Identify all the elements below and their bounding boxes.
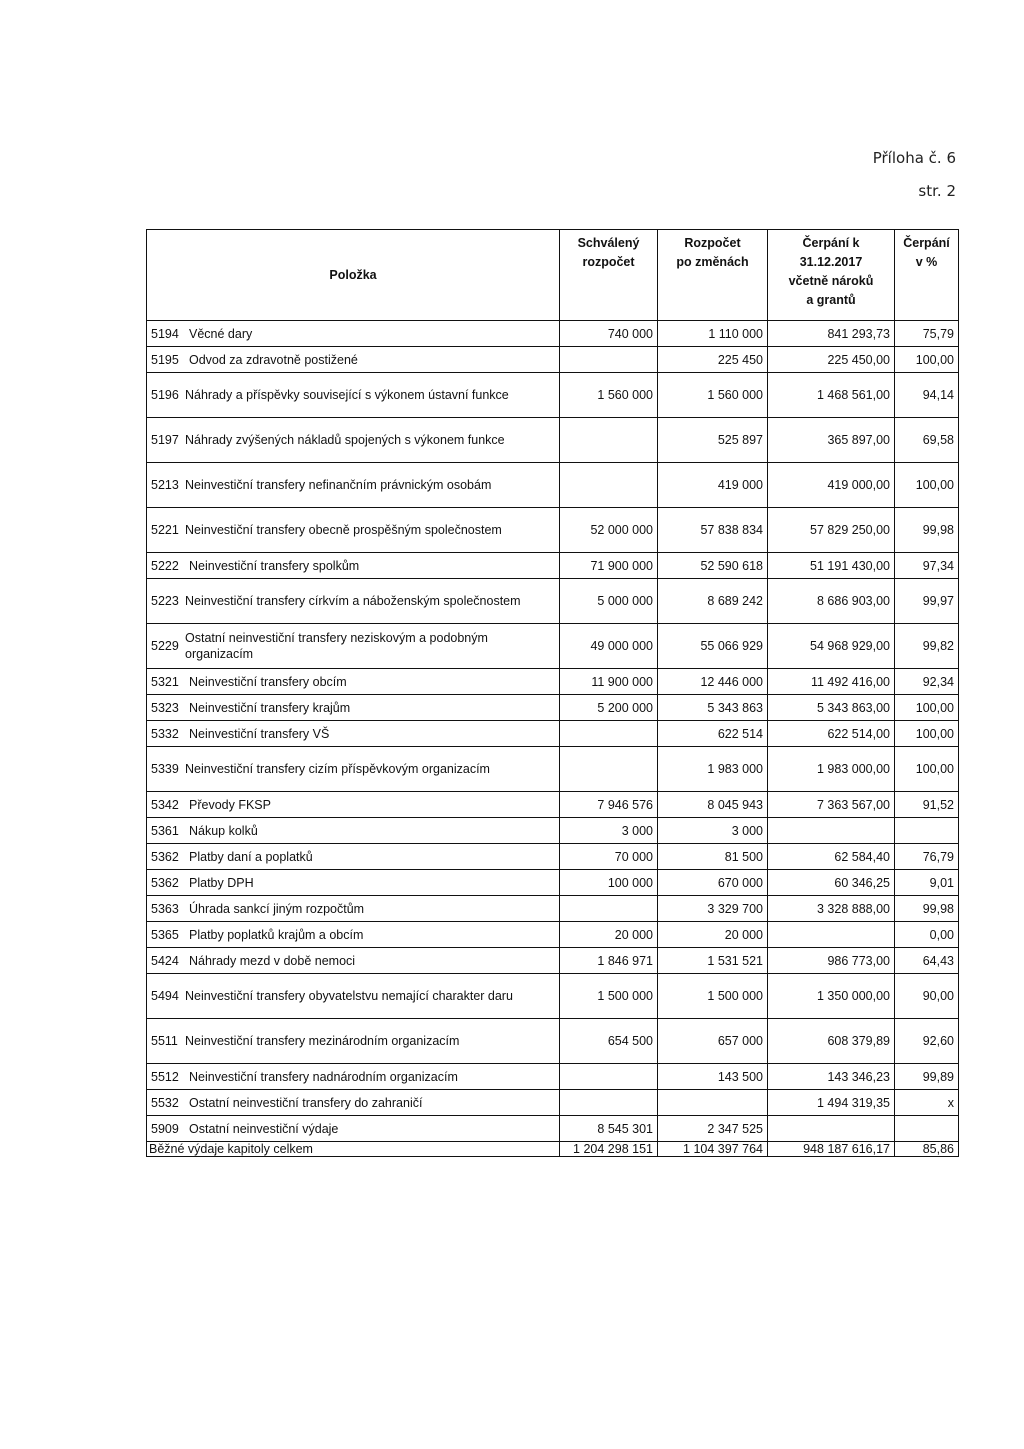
header-drawn-percent: Čerpání v %: [895, 230, 959, 321]
drawn-percent-cell: 92,34: [895, 669, 959, 695]
drawn-cell: 622 514,00: [768, 721, 895, 747]
table-row: [147, 321, 959, 347]
table-body: [147, 321, 959, 1142]
drawn-percent-cell: 97,34: [895, 553, 959, 579]
drawn-cell: 143 346,23: [768, 1064, 895, 1090]
budget-after-changes-cell: 8 689 242: [658, 579, 768, 624]
table-row: [147, 553, 959, 579]
drawn-percent-cell: 99,82: [895, 624, 959, 669]
drawn-cell: [768, 1116, 895, 1142]
approved-budget-cell: [560, 1090, 658, 1116]
drawn-cell: 7 363 567,00: [768, 792, 895, 818]
approved-budget-cell: 5 000 000: [560, 579, 658, 624]
item-name: Neinvestiční transfery nadnárodním organizacím: [189, 1069, 458, 1084]
table-row: [147, 579, 959, 624]
item-code: 5323: [151, 700, 179, 715]
approved-budget-cell: [560, 896, 658, 922]
table-row: [147, 373, 959, 418]
item-code: 5221: [151, 523, 179, 537]
drawn-cell: 62 584,40: [768, 844, 895, 870]
item-cell: [147, 695, 560, 721]
drawn-percent-cell: 100,00: [895, 721, 959, 747]
table-header: [147, 230, 959, 321]
item-cell: [147, 1090, 560, 1116]
item-code: 5321: [151, 674, 179, 689]
budget-after-changes-cell: 20 000: [658, 922, 768, 948]
item-cell: [147, 974, 560, 1019]
item-cell: [147, 553, 560, 579]
table-row: [147, 844, 959, 870]
item-cell: [147, 418, 560, 463]
item-code: 5196: [151, 388, 179, 402]
budget-after-changes-cell: 52 590 618: [658, 553, 768, 579]
table-row: [147, 669, 959, 695]
drawn-percent-cell: 75,79: [895, 321, 959, 347]
item-name: Neinvestiční transfery obcím: [189, 674, 347, 689]
budget-table: [146, 229, 959, 1157]
budget-after-changes-cell: 2 347 525: [658, 1116, 768, 1142]
header-drawn: Čerpání k 31.12.2017 včetně nároků a grantů: [768, 230, 895, 321]
item-name: Věcné dary: [189, 326, 253, 341]
drawn-percent-cell: 99,97: [895, 579, 959, 624]
item-name: Platby poplatků krajům a obcím: [189, 927, 364, 942]
drawn-percent-cell: [895, 1116, 959, 1142]
item-name: Platby daní a poplatků: [189, 849, 313, 864]
table-row: [147, 1064, 959, 1090]
page-header: [873, 142, 956, 208]
budget-after-changes-cell: 3 329 700: [658, 896, 768, 922]
drawn-cell: 11 492 416,00: [768, 669, 895, 695]
item-cell: [147, 1116, 560, 1142]
item-code: 5361: [151, 823, 179, 838]
item-cell: [147, 1019, 560, 1064]
item-cell: [147, 922, 560, 948]
drawn-percent-cell: 64,43: [895, 948, 959, 974]
approved-budget-cell: 1 846 971: [560, 948, 658, 974]
budget-after-changes-cell: 1 531 521: [658, 948, 768, 974]
item-name: Neinvestiční transfery obecně prospěšným společnostem: [185, 523, 502, 537]
approved-budget-cell: 20 000: [560, 922, 658, 948]
budget-after-changes-cell: 1 500 000: [658, 974, 768, 1019]
budget-after-changes-cell: 1 983 000: [658, 747, 768, 792]
drawn-cell: 8 686 903,00: [768, 579, 895, 624]
drawn-percent-cell: [895, 818, 959, 844]
drawn-percent-cell: 99,98: [895, 508, 959, 553]
drawn-percent-cell: 100,00: [895, 747, 959, 792]
item-cell: [147, 321, 560, 347]
approved-budget-cell: 3 000: [560, 818, 658, 844]
table-row: [147, 463, 959, 508]
item-code: 5197: [151, 433, 179, 447]
approved-budget-cell: [560, 721, 658, 747]
approved-budget-cell: 5 200 000: [560, 695, 658, 721]
item-cell: [147, 1064, 560, 1090]
table-row: [147, 624, 959, 669]
approved-budget-cell: 8 545 301: [560, 1116, 658, 1142]
item-name: Neinvestiční transfery mezinárodním organizacím: [185, 1034, 460, 1048]
total-label: Běžné výdaje kapitoly celkem: [147, 1142, 560, 1157]
approved-budget-cell: [560, 463, 658, 508]
table-row: [147, 896, 959, 922]
item-code: 5909: [151, 1121, 179, 1136]
drawn-percent-cell: x: [895, 1090, 959, 1116]
item-cell: [147, 579, 560, 624]
drawn-cell: 1 983 000,00: [768, 747, 895, 792]
table-footer: [147, 1142, 959, 1157]
approved-budget-cell: 11 900 000: [560, 669, 658, 695]
drawn-cell: 3 328 888,00: [768, 896, 895, 922]
total-budget: 1 104 397 764: [658, 1142, 768, 1157]
item-code: 5424: [151, 953, 179, 968]
total-percent: 85,86: [895, 1142, 959, 1157]
budget-after-changes-cell: 225 450: [658, 347, 768, 373]
item-cell: [147, 508, 560, 553]
item-code: 5365: [151, 927, 179, 942]
item-cell: [147, 792, 560, 818]
approved-budget-cell: 71 900 000: [560, 553, 658, 579]
approved-budget-cell: 740 000: [560, 321, 658, 347]
header-approved-budget: Schválený rozpočet: [560, 230, 658, 321]
item-name: Neinvestiční transfery spolkům: [189, 558, 360, 573]
item-name: Neinvestiční transfery krajům: [189, 700, 351, 715]
header-row: [147, 230, 959, 321]
item-code: 5332: [151, 726, 179, 741]
table-row: [147, 508, 959, 553]
item-code: 5362: [151, 849, 179, 864]
approved-budget-cell: [560, 747, 658, 792]
drawn-cell: 608 379,89: [768, 1019, 895, 1064]
item-cell: [147, 870, 560, 896]
item-code: 5229: [151, 639, 179, 653]
drawn-cell: 1 468 561,00: [768, 373, 895, 418]
approved-budget-cell: [560, 1064, 658, 1090]
drawn-cell: 225 450,00: [768, 347, 895, 373]
budget-after-changes-cell: 57 838 834: [658, 508, 768, 553]
drawn-cell: 419 000,00: [768, 463, 895, 508]
drawn-percent-cell: 100,00: [895, 695, 959, 721]
drawn-cell: 54 968 929,00: [768, 624, 895, 669]
item-code: 5494: [151, 989, 179, 1003]
item-code: 5362: [151, 875, 179, 890]
drawn-cell: 841 293,73: [768, 321, 895, 347]
item-cell: [147, 747, 560, 792]
table-row: [147, 747, 959, 792]
budget-after-changes-cell: 81 500: [658, 844, 768, 870]
table-row: [147, 1019, 959, 1064]
item-code: 5223: [151, 594, 179, 608]
header-budget-after-changes: Rozpočet po změnách: [658, 230, 768, 321]
budget-after-changes-cell: 657 000: [658, 1019, 768, 1064]
item-name: Ostatní neinvestiční transfery do zahraničí: [189, 1095, 423, 1110]
item-name: Ostatní neinvestiční transfery neziskovým a podobným organizacím: [185, 631, 488, 661]
item-cell: [147, 818, 560, 844]
table-row: [147, 1116, 959, 1142]
drawn-percent-cell: 69,58: [895, 418, 959, 463]
budget-after-changes-cell: 525 897: [658, 418, 768, 463]
item-name: Neinvestiční transfery obyvatelstvu nemající charakter daru: [185, 989, 513, 1003]
approved-budget-cell: 1 500 000: [560, 974, 658, 1019]
drawn-cell: [768, 818, 895, 844]
table-row: [147, 347, 959, 373]
item-code: 5222: [151, 558, 179, 573]
drawn-cell: 51 191 430,00: [768, 553, 895, 579]
drawn-percent-cell: 100,00: [895, 463, 959, 508]
drawn-percent-cell: 100,00: [895, 347, 959, 373]
item-name: Úhrada sankcí jiným rozpočtům: [189, 901, 365, 916]
item-name: Neinvestiční transfery VŠ: [189, 726, 330, 741]
budget-after-changes-cell: 55 066 929: [658, 624, 768, 669]
drawn-percent-cell: 99,98: [895, 896, 959, 922]
approved-budget-cell: [560, 418, 658, 463]
page-number: str. 2: [918, 182, 956, 200]
header-item: Položka: [147, 230, 560, 321]
table-row: [147, 418, 959, 463]
item-name: Náhrady mezd v době nemoci: [189, 953, 356, 968]
item-cell: [147, 948, 560, 974]
item-cell: [147, 844, 560, 870]
table-row: [147, 695, 959, 721]
total-row: [147, 1142, 959, 1157]
item-name: Odvod za zdravotně postižené: [189, 352, 358, 367]
table-row: [147, 948, 959, 974]
item-cell: [147, 721, 560, 747]
item-cell: [147, 896, 560, 922]
drawn-percent-cell: 94,14: [895, 373, 959, 418]
drawn-cell: 57 829 250,00: [768, 508, 895, 553]
drawn-cell: 986 773,00: [768, 948, 895, 974]
item-code: 5195: [151, 352, 179, 367]
table-row: [147, 721, 959, 747]
table-row: [147, 1090, 959, 1116]
item-code: 5532: [151, 1095, 179, 1110]
item-name: Platby DPH: [189, 875, 254, 890]
item-name: Neinvestiční transfery cizím příspěvkovým organizacím: [185, 762, 490, 776]
item-name: Náhrady a příspěvky související s výkonem ústavní funkce: [185, 388, 509, 402]
drawn-percent-cell: 0,00: [895, 922, 959, 948]
drawn-cell: [768, 922, 895, 948]
item-code: 5194: [151, 326, 179, 341]
approved-budget-cell: 100 000: [560, 870, 658, 896]
drawn-cell: 60 346,25: [768, 870, 895, 896]
drawn-cell: 1 494 319,35: [768, 1090, 895, 1116]
item-name: Neinvestiční transfery nefinančním právnickým osobám: [185, 478, 492, 492]
item-code: 5213: [151, 478, 179, 492]
drawn-percent-cell: 99,89: [895, 1064, 959, 1090]
drawn-percent-cell: 92,60: [895, 1019, 959, 1064]
approved-budget-cell: 70 000: [560, 844, 658, 870]
approved-budget-cell: [560, 347, 658, 373]
item-name: Ostatní neinvestiční výdaje: [189, 1121, 339, 1136]
drawn-percent-cell: 90,00: [895, 974, 959, 1019]
item-code: 5511: [151, 1034, 178, 1048]
item-cell: [147, 463, 560, 508]
budget-after-changes-cell: 3 000: [658, 818, 768, 844]
table-row: [147, 818, 959, 844]
item-name: Převody FKSP: [189, 797, 271, 812]
drawn-percent-cell: 76,79: [895, 844, 959, 870]
attachment-label: Příloha č. 6: [872, 149, 956, 167]
item-code: 5339: [151, 762, 179, 776]
item-name: Nákup kolků: [189, 823, 258, 838]
item-name: Náhrady zvýšených nákladů spojených s výkonem funkce: [185, 433, 505, 447]
item-cell: [147, 669, 560, 695]
drawn-percent-cell: 9,01: [895, 870, 959, 896]
item-code: 5363: [151, 901, 179, 916]
item-code: 5512: [151, 1069, 179, 1084]
total-drawn: 948 187 616,17: [768, 1142, 895, 1157]
drawn-percent-cell: 91,52: [895, 792, 959, 818]
table-row: [147, 870, 959, 896]
table-row: [147, 974, 959, 1019]
budget-after-changes-cell: 5 343 863: [658, 695, 768, 721]
budget-after-changes-cell: 419 000: [658, 463, 768, 508]
budget-after-changes-cell: 1 560 000: [658, 373, 768, 418]
approved-budget-cell: 7 946 576: [560, 792, 658, 818]
item-cell: [147, 373, 560, 418]
item-code: 5342: [151, 797, 179, 812]
approved-budget-cell: 52 000 000: [560, 508, 658, 553]
budget-after-changes-cell: [658, 1090, 768, 1116]
drawn-cell: 5 343 863,00: [768, 695, 895, 721]
total-approved: 1 204 298 151: [560, 1142, 658, 1157]
drawn-cell: 1 350 000,00: [768, 974, 895, 1019]
approved-budget-cell: 654 500: [560, 1019, 658, 1064]
budget-after-changes-cell: 670 000: [658, 870, 768, 896]
drawn-cell: 365 897,00: [768, 418, 895, 463]
budget-after-changes-cell: 622 514: [658, 721, 768, 747]
approved-budget-cell: 49 000 000: [560, 624, 658, 669]
budget-after-changes-cell: 1 110 000: [658, 321, 768, 347]
budget-after-changes-cell: 143 500: [658, 1064, 768, 1090]
budget-after-changes-cell: 12 446 000: [658, 669, 768, 695]
item-name: Neinvestiční transfery církvím a náboženským společnostem: [185, 594, 521, 608]
approved-budget-cell: 1 560 000: [560, 373, 658, 418]
table-row: [147, 792, 959, 818]
item-cell: [147, 347, 560, 373]
item-cell: [147, 624, 560, 669]
budget-after-changes-cell: 8 045 943: [658, 792, 768, 818]
table-row: [147, 922, 959, 948]
